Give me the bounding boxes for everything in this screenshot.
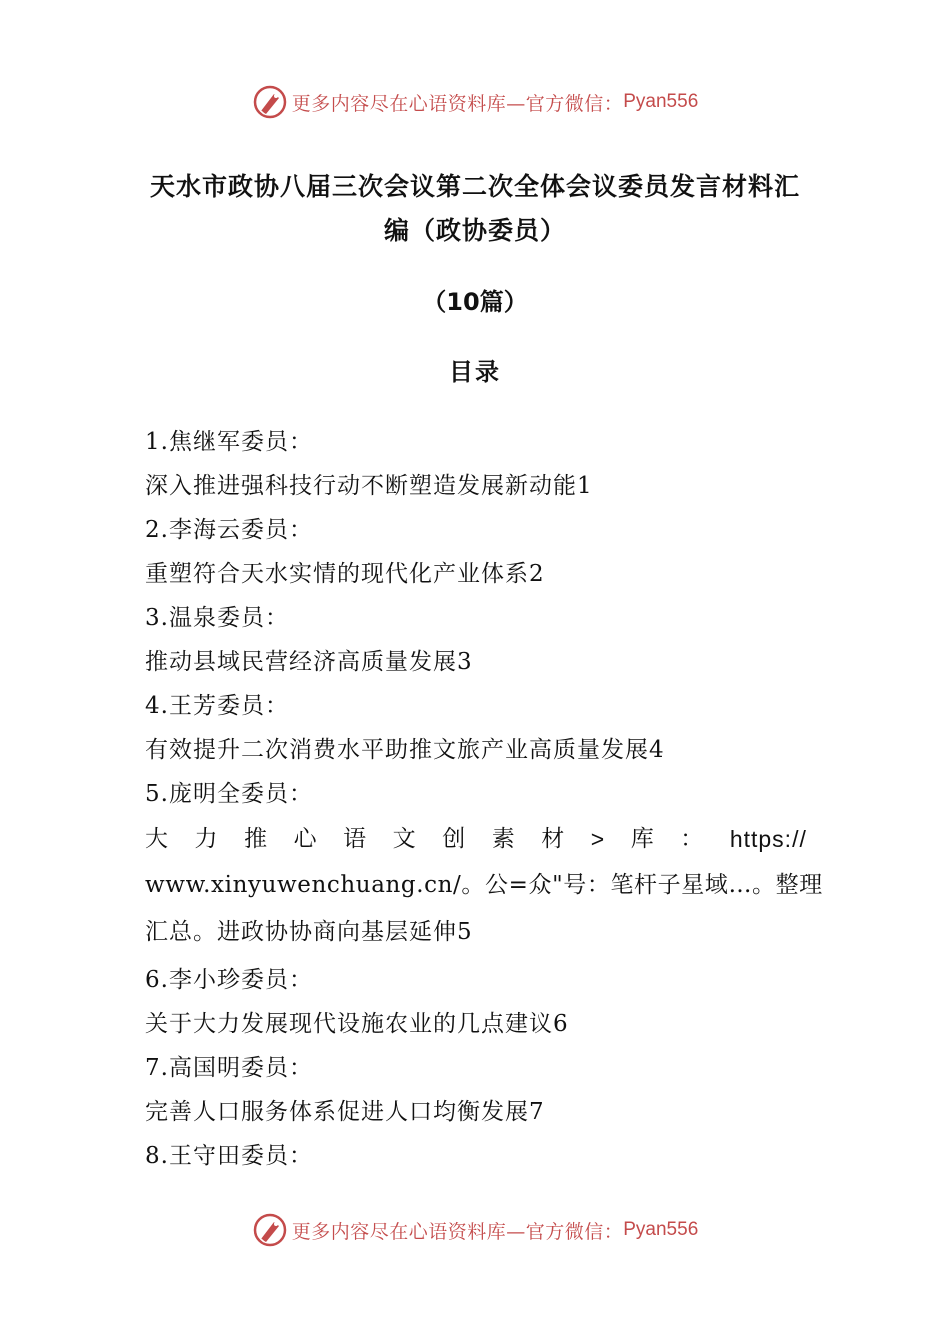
toc-title-2: 重塑符合天水实情的现代化产业体系2	[145, 561, 545, 587]
toc-char: 推	[244, 826, 269, 852]
toc-char: 创	[442, 826, 467, 852]
table-of-contents	[145, 420, 823, 1178]
toc-title-1: 深入推进强科技行动不断塑造发展新动能1	[145, 473, 593, 499]
toc-char: 大	[145, 826, 169, 852]
header-watermark	[0, 82, 950, 122]
title-line-1: 天水市政协八届三次会议第二次全体会议委员发言材料汇	[149, 172, 800, 201]
toc-member-4: 4.王芳委员：	[145, 693, 289, 719]
toc-title-3: 推动县域民营经济高质量发展3	[145, 649, 473, 675]
watermark-wechat-id: Pyan556	[623, 1219, 699, 1240]
toc-char: 材	[541, 826, 566, 852]
toc-member-3: 3.温泉委员：	[145, 605, 289, 631]
article-count: （10篇）	[422, 288, 528, 316]
toc-title-7: 完善人口服务体系促进人口均衡发展7	[145, 1099, 545, 1125]
toc-url-fragment: https://	[729, 826, 807, 852]
pen-logo-icon	[252, 84, 288, 120]
toc-char: 心	[293, 826, 318, 852]
toc-heading: 目录	[449, 358, 501, 386]
toc-char: 库	[630, 826, 655, 852]
toc-title-4: 有效提升二次消费水平助推文旅产业高质量发展4	[145, 737, 665, 763]
toc-member-6: 6.李小珍委员：	[145, 967, 313, 993]
toc-member-1: 1.焦继军委员：	[145, 429, 313, 455]
toc-member-8: 8.王守田委员：	[145, 1143, 313, 1169]
toc-title-5-line-3: 汇总。进政协协商向基层延伸5	[145, 919, 473, 945]
watermark-wechat-id: Pyan556	[623, 91, 699, 112]
toc-member-2: 2.李海云委员：	[145, 517, 313, 543]
toc-char: 素	[491, 826, 516, 852]
toc-char: 语	[343, 826, 368, 852]
toc-title-5-line-2-text: www.xinyuwenchuang.cn/。公=众"号：笔杆子星域…。整理	[145, 872, 823, 898]
toc-member-5: 5.庞明全委员：	[145, 781, 313, 807]
document-title	[100, 165, 850, 253]
toc-title-6: 关于大力发展现代设施农业的几点建议6	[145, 1011, 569, 1037]
footer-watermark	[0, 1210, 950, 1250]
toc-char: >	[590, 826, 606, 852]
title-line-2: 编（政协委员）	[383, 216, 566, 245]
toc-member-7: 7.高国明委员：	[145, 1055, 313, 1081]
toc-char: 文	[392, 826, 417, 852]
pen-logo-icon	[252, 1212, 288, 1248]
watermark-text: 更多内容尽在心语资料库—官方微信：	[291, 92, 624, 115]
toc-title-5-line-2	[145, 862, 823, 909]
watermark-text: 更多内容尽在心语资料库—官方微信：	[291, 1220, 624, 1243]
toc-char: 力	[194, 826, 219, 852]
toc-char: ：	[680, 826, 705, 852]
toc-title-5-line-1	[145, 816, 807, 862]
